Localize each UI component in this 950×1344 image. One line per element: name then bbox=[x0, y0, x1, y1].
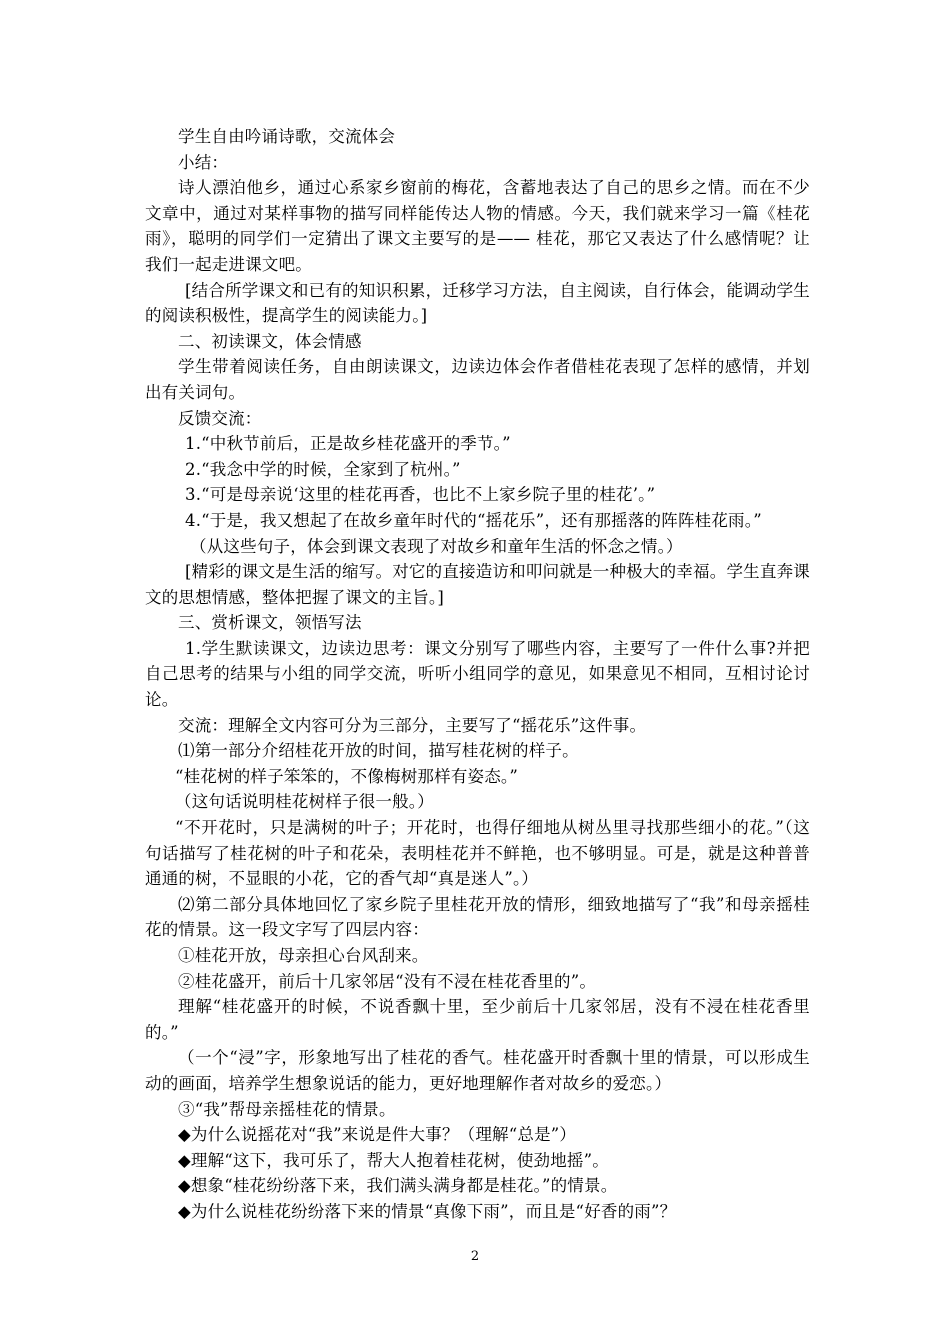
paragraph: ⑴第一部分介绍桂花开放的时间，描写桂花树的样子。 bbox=[178, 741, 579, 761]
section-heading: 三、赏析课文，领悟写法 bbox=[178, 613, 362, 633]
paragraph: 理解“桂花盛开的时候，不说香飘十里，至少前后十几家邻居，没有不浸在桂花香里的。” bbox=[145, 997, 810, 1042]
list-item: ③“我”帮母亲摇桂花的情景。 bbox=[178, 1099, 396, 1119]
paragraph: 反馈交流： bbox=[178, 408, 262, 428]
bullet-item: ◆为什么说桂花纷纷落下来的情景“真像下雨”，而且是“好香的雨”？ bbox=[178, 1201, 677, 1221]
paragraph: 1.学生默读课文，边读边思考：课文分别写了哪些内容，主要写了一件什么事?并把自己思考的结果与小组的同学交流，听听小组同学的意见，如果意见不相同，互相讨论讨论。 bbox=[145, 638, 810, 710]
paragraph-note: [结合所学课文和已有的知识积累，迁移学习方法，自主阅读，自行体会，能调动学生的阅读积极性，提高学生的阅读能力。] bbox=[145, 280, 810, 326]
document-body bbox=[145, 124, 810, 1225]
paragraph: （从这些句子，体会到课文表现了对故乡和童年生活的怀念之情。） bbox=[190, 536, 683, 556]
paragraph: 学生带着阅读任务，自由朗读课文，边读边体会作者借桂花表现了怎样的感情，并划出有关词句。 bbox=[145, 357, 810, 402]
paragraph-note: [精彩的课文是生活的缩写。对它的直接造访和叩问就是一种极大的幸福。学生直奔课文的思想情感，整体把握了课文的主旨。] bbox=[145, 562, 810, 607]
list-item: ①桂花开放，母亲担心台风刮来。 bbox=[178, 946, 429, 965]
paragraph: 学生自由吟诵诗歌，交流体会 bbox=[178, 127, 396, 146]
list-item: 4.“于是，我又想起了在故乡童年时代的“摇花乐”，还有那摇落的阵阵桂花雨。” bbox=[185, 510, 762, 530]
paragraph: 交流：理解全文内容可分为三部分，主要写了“摇花乐”这件事。 bbox=[178, 715, 647, 735]
bullet-item: ◆想象“桂花纷纷落下来，我们满头满身都是桂花。”的情景。 bbox=[178, 1176, 618, 1196]
bullet-item: ◆理解“这下，我可乐了，帮大人抱着桂花树，使劲地摇”。 bbox=[178, 1150, 609, 1170]
bullet-item: ◆为什么说摇花对“我”来说是件大事？（理解“总是”） bbox=[178, 1125, 577, 1145]
list-item: 3.“可是母亲说‘这里的桂花再香，也比不上家乡院子里的桂花’。” bbox=[185, 485, 656, 505]
quote: “不开花时，只是满树的叶子；开花时，也得仔细地从树丛里寻找那些细小的花。”（这句话描写了桂花树的叶子和花朵，表明桂花并不鲜艳，也不够明显。可是，就是这种普普通通的树，不显眼的小花，它的香气却“真是迷人”。） bbox=[145, 818, 810, 889]
list-item: ②桂花盛开，前后十几家邻居“没有不浸在桂花香里的”。 bbox=[178, 971, 597, 991]
page-number: 2 bbox=[470, 1249, 480, 1264]
paragraph: （一个“浸”字，形象地写出了桂花的香气。桂花盛开时香飘十里的情景，可以形成生动的画面，培养学生想象说话的能力，更好地理解作者对故乡的爱恋。） bbox=[145, 1048, 810, 1093]
paragraph: （这句话说明桂花树样子很一般。） bbox=[175, 792, 434, 812]
section-heading: 二、初读课文，体会情感 bbox=[178, 331, 362, 351]
quote: “桂花树的样子笨笨的，不像梅树那样有姿态。” bbox=[175, 766, 519, 786]
paragraph: 小结： bbox=[178, 152, 229, 172]
paragraph: ⑵第二部分具体地回忆了家乡院子里桂花开放的情形，细致地描写了“我”和母亲摇桂花的情景。这一段文字写了四层内容： bbox=[145, 894, 810, 940]
list-item: 2.“我念中学的时候，全家到了杭州。” bbox=[185, 459, 461, 479]
list-item: 1.“中秋节前后，正是故乡桂花盛开的季节。” bbox=[185, 434, 511, 454]
paragraph: 诗人漂泊他乡，通过心系家乡窗前的梅花，含蓄地表达了自己的思乡之情。而在不少文章中，通过对某样事物的描写同样能传达人物的情感。今天，我们就来学习一篇《桂花雨》，聪明的同学们一定猜出了课文主要写的是—— 桂花，那它又表达了什么感情呢？让我们一起走进课文吧。 bbox=[145, 178, 810, 274]
